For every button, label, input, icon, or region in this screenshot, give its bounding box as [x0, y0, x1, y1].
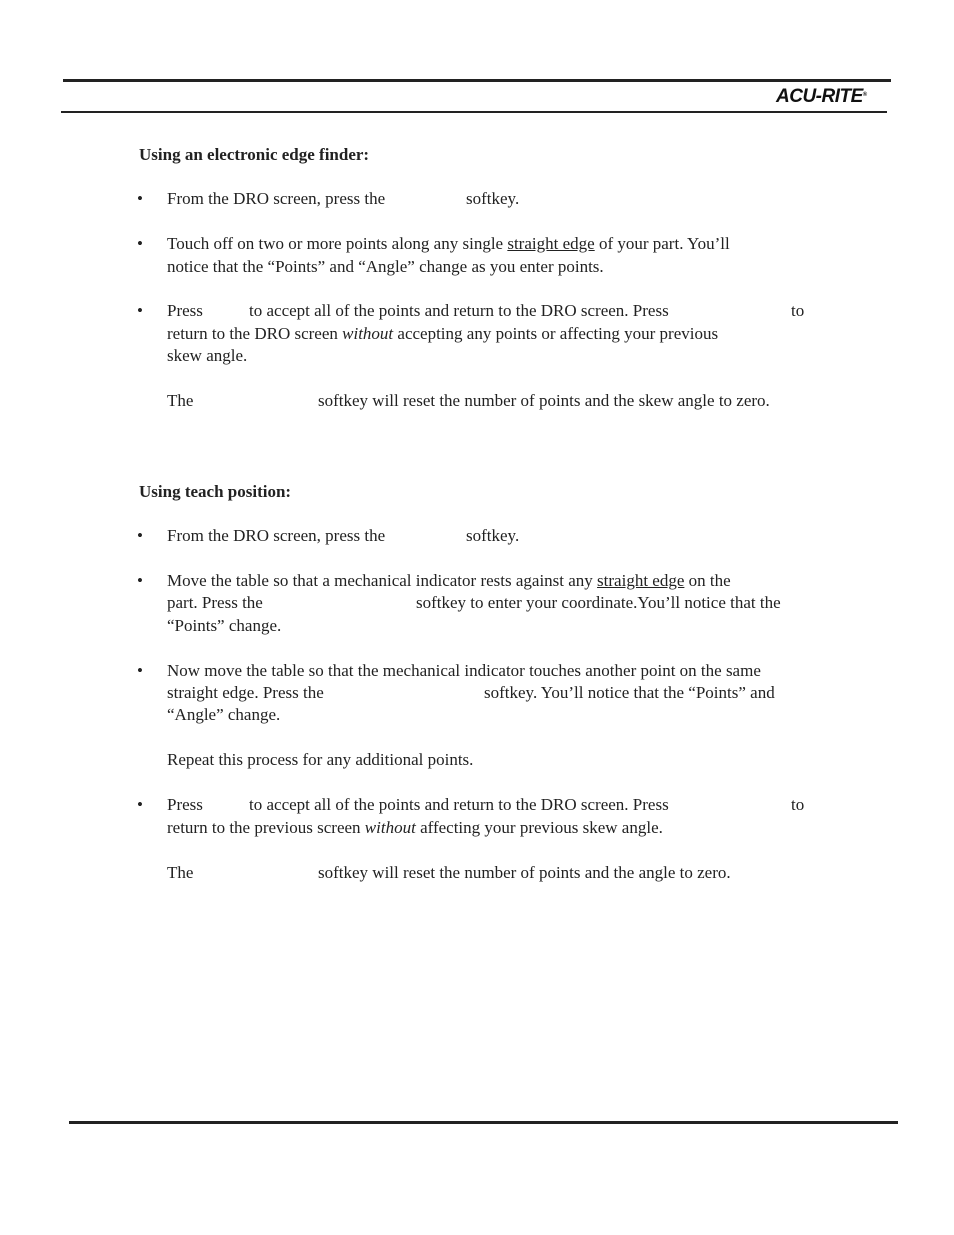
- s1-note-a: The: [167, 391, 194, 410]
- s1-b1-l1: From the DRO screen, press the: [167, 189, 386, 208]
- bullet-marker: •: [137, 571, 143, 590]
- s1-b3-l1b: to accept all of the points and return to the DRO screen. Press: [249, 301, 669, 320]
- header-rule: [63, 79, 891, 82]
- s2-b2-l2b: softkey to enter your coordinate.You’ll notice that the: [416, 593, 781, 612]
- bullet-marker: •: [137, 526, 143, 545]
- bullet-marker: •: [137, 234, 143, 253]
- s1-b3-l2: return to the DRO screen without accepting any points or affecting your previous: [167, 324, 719, 343]
- header-underline: [61, 111, 887, 113]
- s1-note-b: softkey will reset the number of points and the skew angle to zero.: [318, 391, 770, 410]
- s1-b2-l2: notice that the “Points” and “Angle” change as you enter points.: [167, 257, 604, 276]
- s2-b4-l1a: Press: [167, 795, 203, 814]
- s2-b3-l2b: softkey. You’ll notice that the “Points” and: [484, 683, 775, 702]
- s2-note-b: softkey will reset the number of points and the angle to zero.: [318, 863, 731, 882]
- s2-b3-l2a: straight edge. Press the: [167, 683, 324, 702]
- s2-b3-l3: “Angle” change.: [167, 705, 281, 724]
- straight-edge-term: straight edge: [597, 571, 685, 590]
- s2-b4-l2: return to the previous screen without affecting your previous skew angle.: [167, 818, 663, 837]
- s2-b4-l1c: to: [791, 795, 805, 814]
- s2-b1-l1: From the DRO screen, press the: [167, 526, 386, 545]
- section-heading-edge-finder: Using an electronic edge finder:: [139, 145, 370, 164]
- bullet-marker: •: [137, 189, 143, 208]
- s2-b2-l2a: part. Press the: [167, 593, 263, 612]
- footer-rule: [69, 1121, 898, 1124]
- s2-b4-l1b: to accept all of the points and return to the DRO screen. Press: [249, 795, 669, 814]
- s2-repeat: Repeat this process for any additional points.: [167, 750, 474, 769]
- bullet-marker: •: [137, 795, 143, 814]
- section-heading-teach-position: Using teach position:: [139, 482, 292, 501]
- acu-rite-logo: ACU-RITE®: [776, 86, 867, 107]
- s2-b1-l1-end: softkey.: [466, 526, 520, 545]
- s2-b3-l1: Now move the table so that the mechanical indicator touches another point on the same: [167, 661, 761, 680]
- straight-edge-term: straight edge: [507, 234, 595, 253]
- s1-b3-l3: skew angle.: [167, 346, 248, 365]
- s1-b3-l1c: to: [791, 301, 805, 320]
- s2-note-a: The: [167, 863, 194, 882]
- s2-b2-l3: “Points” change.: [167, 616, 282, 635]
- s1-b1-l1-end: softkey.: [466, 189, 520, 208]
- bullet-marker: •: [137, 301, 143, 320]
- bullet-marker: •: [137, 661, 143, 680]
- s2-b2-l1: Move the table so that a mechanical indicator rests against any straight edge on the: [167, 571, 731, 590]
- s1-b2-l1: Touch off on two or more points along any single straight edge of your part. You’ll: [167, 234, 730, 253]
- s1-b3-l1a: Press: [167, 301, 203, 320]
